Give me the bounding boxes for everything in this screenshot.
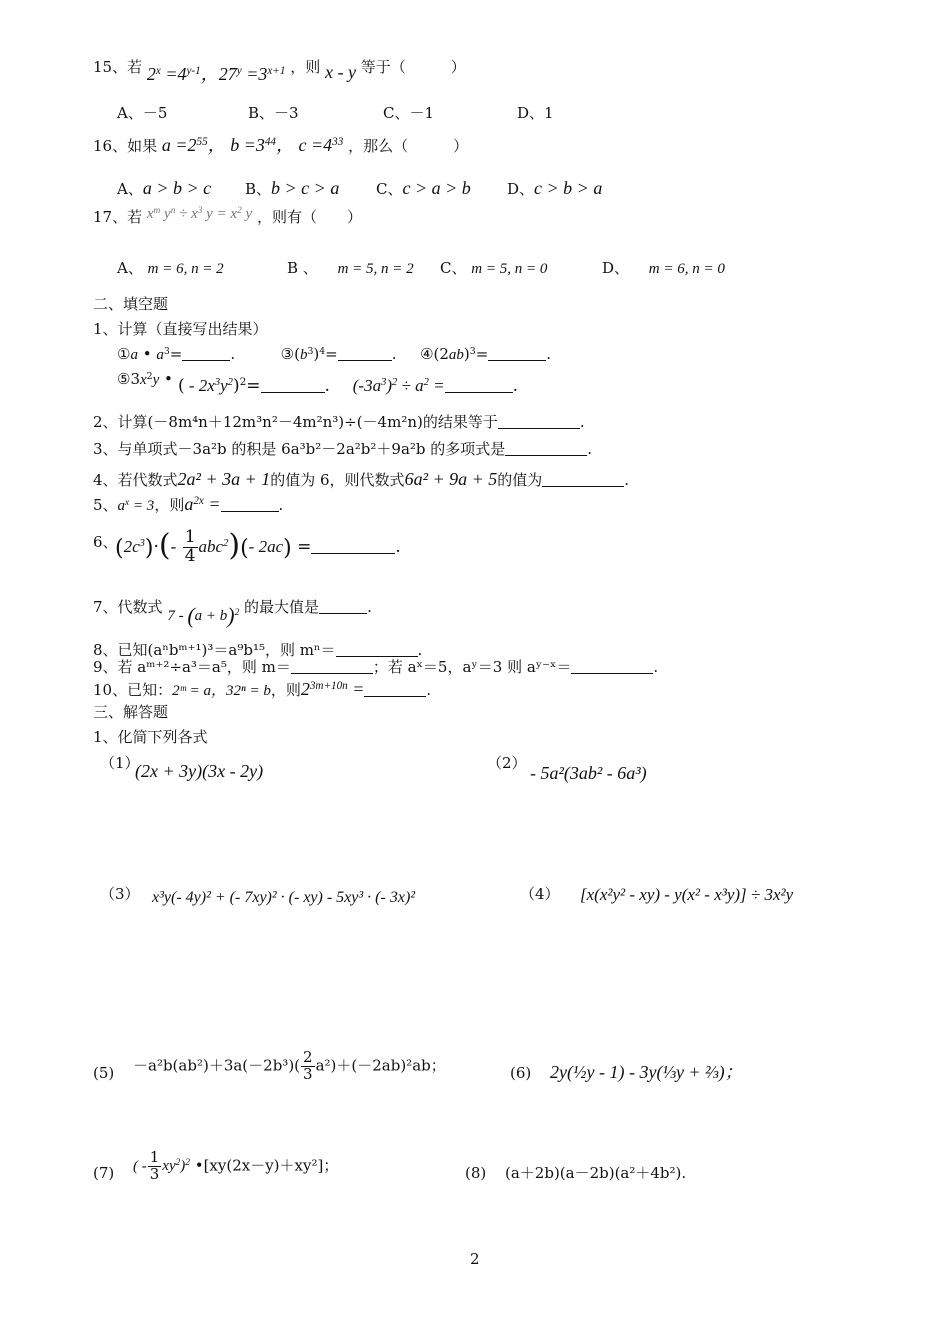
p5-fraction: $\frac{2}{3}$: [303, 1048, 313, 1083]
p2-label: （2）: [487, 754, 527, 772]
f3-text: 3、与单项式－3a²b 的积是 6a³b²－2a²b²＋9a²b 的多项式是: [93, 440, 506, 458]
f4-expr2: 6a² + 9a + 5: [404, 469, 498, 489]
p8-label: (8): [465, 1164, 487, 1182]
p2-expr: - 5a²(3ab² - 6a³): [530, 763, 647, 783]
f4-expr1: 2a² + 3a + 1: [177, 469, 271, 489]
q16-choice-c: C、c > a > b: [376, 178, 471, 198]
f9-text-b: ；若 aˣ＝5，aʸ＝3 则 aʸ⁻ˣ＝: [372, 658, 572, 676]
section-fill-blank-title: 二、填空题: [93, 295, 169, 313]
p7-label: (7): [93, 1164, 115, 1182]
f10-line: 10、已知：2ᵐ = a，32ⁿ = b，则$2^{3m+10n}$ = .: [93, 679, 432, 699]
f7-expr: $7 - (a + b)^2$: [167, 603, 240, 628]
q16-line: [93, 135, 468, 157]
q17-suffix: ，则有（ ）: [256, 208, 362, 226]
q17-choice-a: A、 m = 6, n = 2: [117, 259, 224, 277]
p5-expr-b: a²)＋(－2ab)²ab；: [315, 1056, 446, 1075]
q15-mid: ，则: [290, 58, 321, 76]
p6-expr: 2y(½y - 1) - 3y(⅓y + ⅔)；: [550, 1062, 743, 1082]
q17-prefix: 17、若: [93, 208, 143, 226]
f10-prefix: 10、已知：: [93, 681, 173, 699]
f1-row2: $⑤3x^2y$ •: [117, 370, 173, 388]
f1-row2-expr: ( - $2x^3y^2)^2=$ . $(-3a^3)^2 \div a^2$ = .: [178, 376, 519, 396]
f5-line: 5、$a^x = 3$，则$a^{2x}$ = .: [93, 494, 284, 514]
f6-fraction: $\frac{1}{4}$: [184, 527, 196, 566]
f4-suffix: 的值为: [497, 471, 543, 489]
q15-choice-a: A、－5: [117, 104, 168, 122]
f8-text: 8、已知(aⁿbᵐ⁺¹)³＝a⁹b¹⁵，则 mⁿ＝: [93, 641, 336, 659]
p1-expr: (2x + 3y)(3x - 2y): [135, 761, 264, 781]
q17-choice-d: D、 m = 6, n = 0: [602, 259, 725, 277]
q17-choice-b: B 、 m = 5, n = 2: [287, 259, 414, 277]
f10-mid: ，则: [270, 681, 301, 699]
f7-suffix: 的最大值是: [244, 598, 320, 616]
q15-prefix: 15、若: [93, 58, 143, 76]
p7-fraction: $\frac{1}{3}$: [149, 1148, 160, 1183]
q15-line: [93, 56, 466, 84]
f4-line: 4、若代数式2a² + 3a + 1的值为 6，则代数式6a² + 9a + 5的值为 .: [93, 469, 630, 489]
f5-mid: ，则: [154, 496, 185, 514]
f9-line: 9、若 aᵐ⁺²÷a³＝a⁵，则 m＝ ；若 aˣ＝5，aʸ＝3 则 aʸ⁻ˣ＝ .: [93, 658, 659, 676]
q15-suffix: 等于（ ）: [360, 58, 466, 76]
q16-equation: $a =2^{55}$， $b =3^{44}$， $c =4^{33}$: [161, 135, 344, 155]
f4-mid: 的值为 6，则代数式: [270, 471, 405, 489]
p8-expr: (a＋2b)(a－2b)(a²＋4b²).: [505, 1164, 687, 1182]
q15-choice-c: C、－1: [383, 104, 435, 122]
q17-line: [93, 205, 362, 227]
p3-expr: x³y(- 4y)² + (- 7xy)² · (- xy) - 5xy³ · (- 3x)²: [152, 889, 416, 906]
p5-expr-a: －a²b(ab²)＋3a(－2b³)(: [133, 1056, 301, 1075]
page-number: 2: [470, 1250, 480, 1268]
p7-expr-text: •[xy(2x－y)＋xy²]；: [194, 1156, 339, 1175]
q15-choice-d: D、1: [517, 104, 554, 122]
f7-prefix: 7、代数式: [93, 598, 163, 616]
f2-text: 2、计算(－8m⁴n＋12m³n²－4m²n³)÷(－4m²n)的结果等于: [93, 413, 498, 431]
p1-label: （1）: [100, 754, 140, 772]
f5-expr2: $a^{2x}$ =: [184, 494, 221, 514]
f10-expr: $2^{3m+10n}$ =: [300, 679, 365, 699]
q16-choice-d: D、c > b > a: [507, 178, 603, 198]
p6-label: (6): [510, 1064, 532, 1082]
s1-title: 1、化简下列各式: [93, 728, 208, 746]
section-solve-title: 三、解答题: [93, 703, 169, 721]
p4-expr: [x(x²y² - xy) - y(x² - x³y)] ÷ 3x²y: [580, 885, 794, 904]
q16-choice-b: B、b > c > a: [245, 178, 340, 198]
f1-row1: ①a • $a^3=$ . $③(b^3)^4=$ . $④(2ab)^3=$ .: [117, 345, 552, 363]
q15-expr: x - y: [324, 62, 356, 82]
f3-line: 3、与单项式－3a²b 的积是 6a³b²－2a²b²＋9a²b 的多项式是 .: [93, 440, 593, 458]
f4-prefix: 4、若代数式: [93, 471, 178, 489]
f6-prefix: 6、: [93, 533, 118, 551]
f5-expr1: $a^x = 3$: [117, 497, 155, 514]
q16-choice-a: A、a > b > c: [117, 178, 212, 198]
q15-equation: $2^x =4^{y-1}$，$27^y =3^{x+1}$: [146, 64, 286, 84]
q16-prefix: 16、如果: [93, 137, 158, 155]
f10-equation: 2ᵐ = a，32ⁿ = b: [172, 683, 271, 699]
p7-expr: ( - $\frac{1}{3}$ $xy^2)^2$ •[xy(2x－y)＋xy²]；: [133, 1148, 339, 1183]
p5-expr: [133, 1050, 446, 1083]
p4-label: （4）: [520, 885, 560, 903]
f7-line: 7、代数式 $7 - (a + b)^2$ 的最大值是 .: [93, 598, 372, 628]
p3-label: （3）: [100, 885, 140, 903]
q17-choice-c: C、 m = 5, n = 0: [440, 259, 548, 277]
q15-choice-b: B、－3: [248, 104, 299, 122]
f8-line: 8、已知(aⁿbᵐ⁺¹)³＝a⁹b¹⁵，则 mⁿ＝ .: [93, 641, 423, 659]
p5-label: (5): [93, 1064, 115, 1082]
f6-expr: $(2c^3)\cdot(-$ $\frac{1}{4}$ abc$^2$)(- 2ac) = .: [115, 527, 401, 566]
f2-line: 2、计算(－8m⁴n＋12m³n²－4m²n³)÷(－4m²n)的结果等于 .: [93, 413, 585, 431]
f1-title: 1、计算（直接写出结果）: [93, 320, 268, 338]
q17-equation: $x^m$ $y^n \div x^3$ $y = x^2$ y: [146, 205, 253, 222]
f9-text-a: 9、若 aᵐ⁺²÷a³＝a⁵，则 m＝: [93, 658, 291, 676]
q16-suffix: ，那么（ ）: [348, 137, 469, 155]
f5-prefix: 5、: [93, 496, 118, 514]
